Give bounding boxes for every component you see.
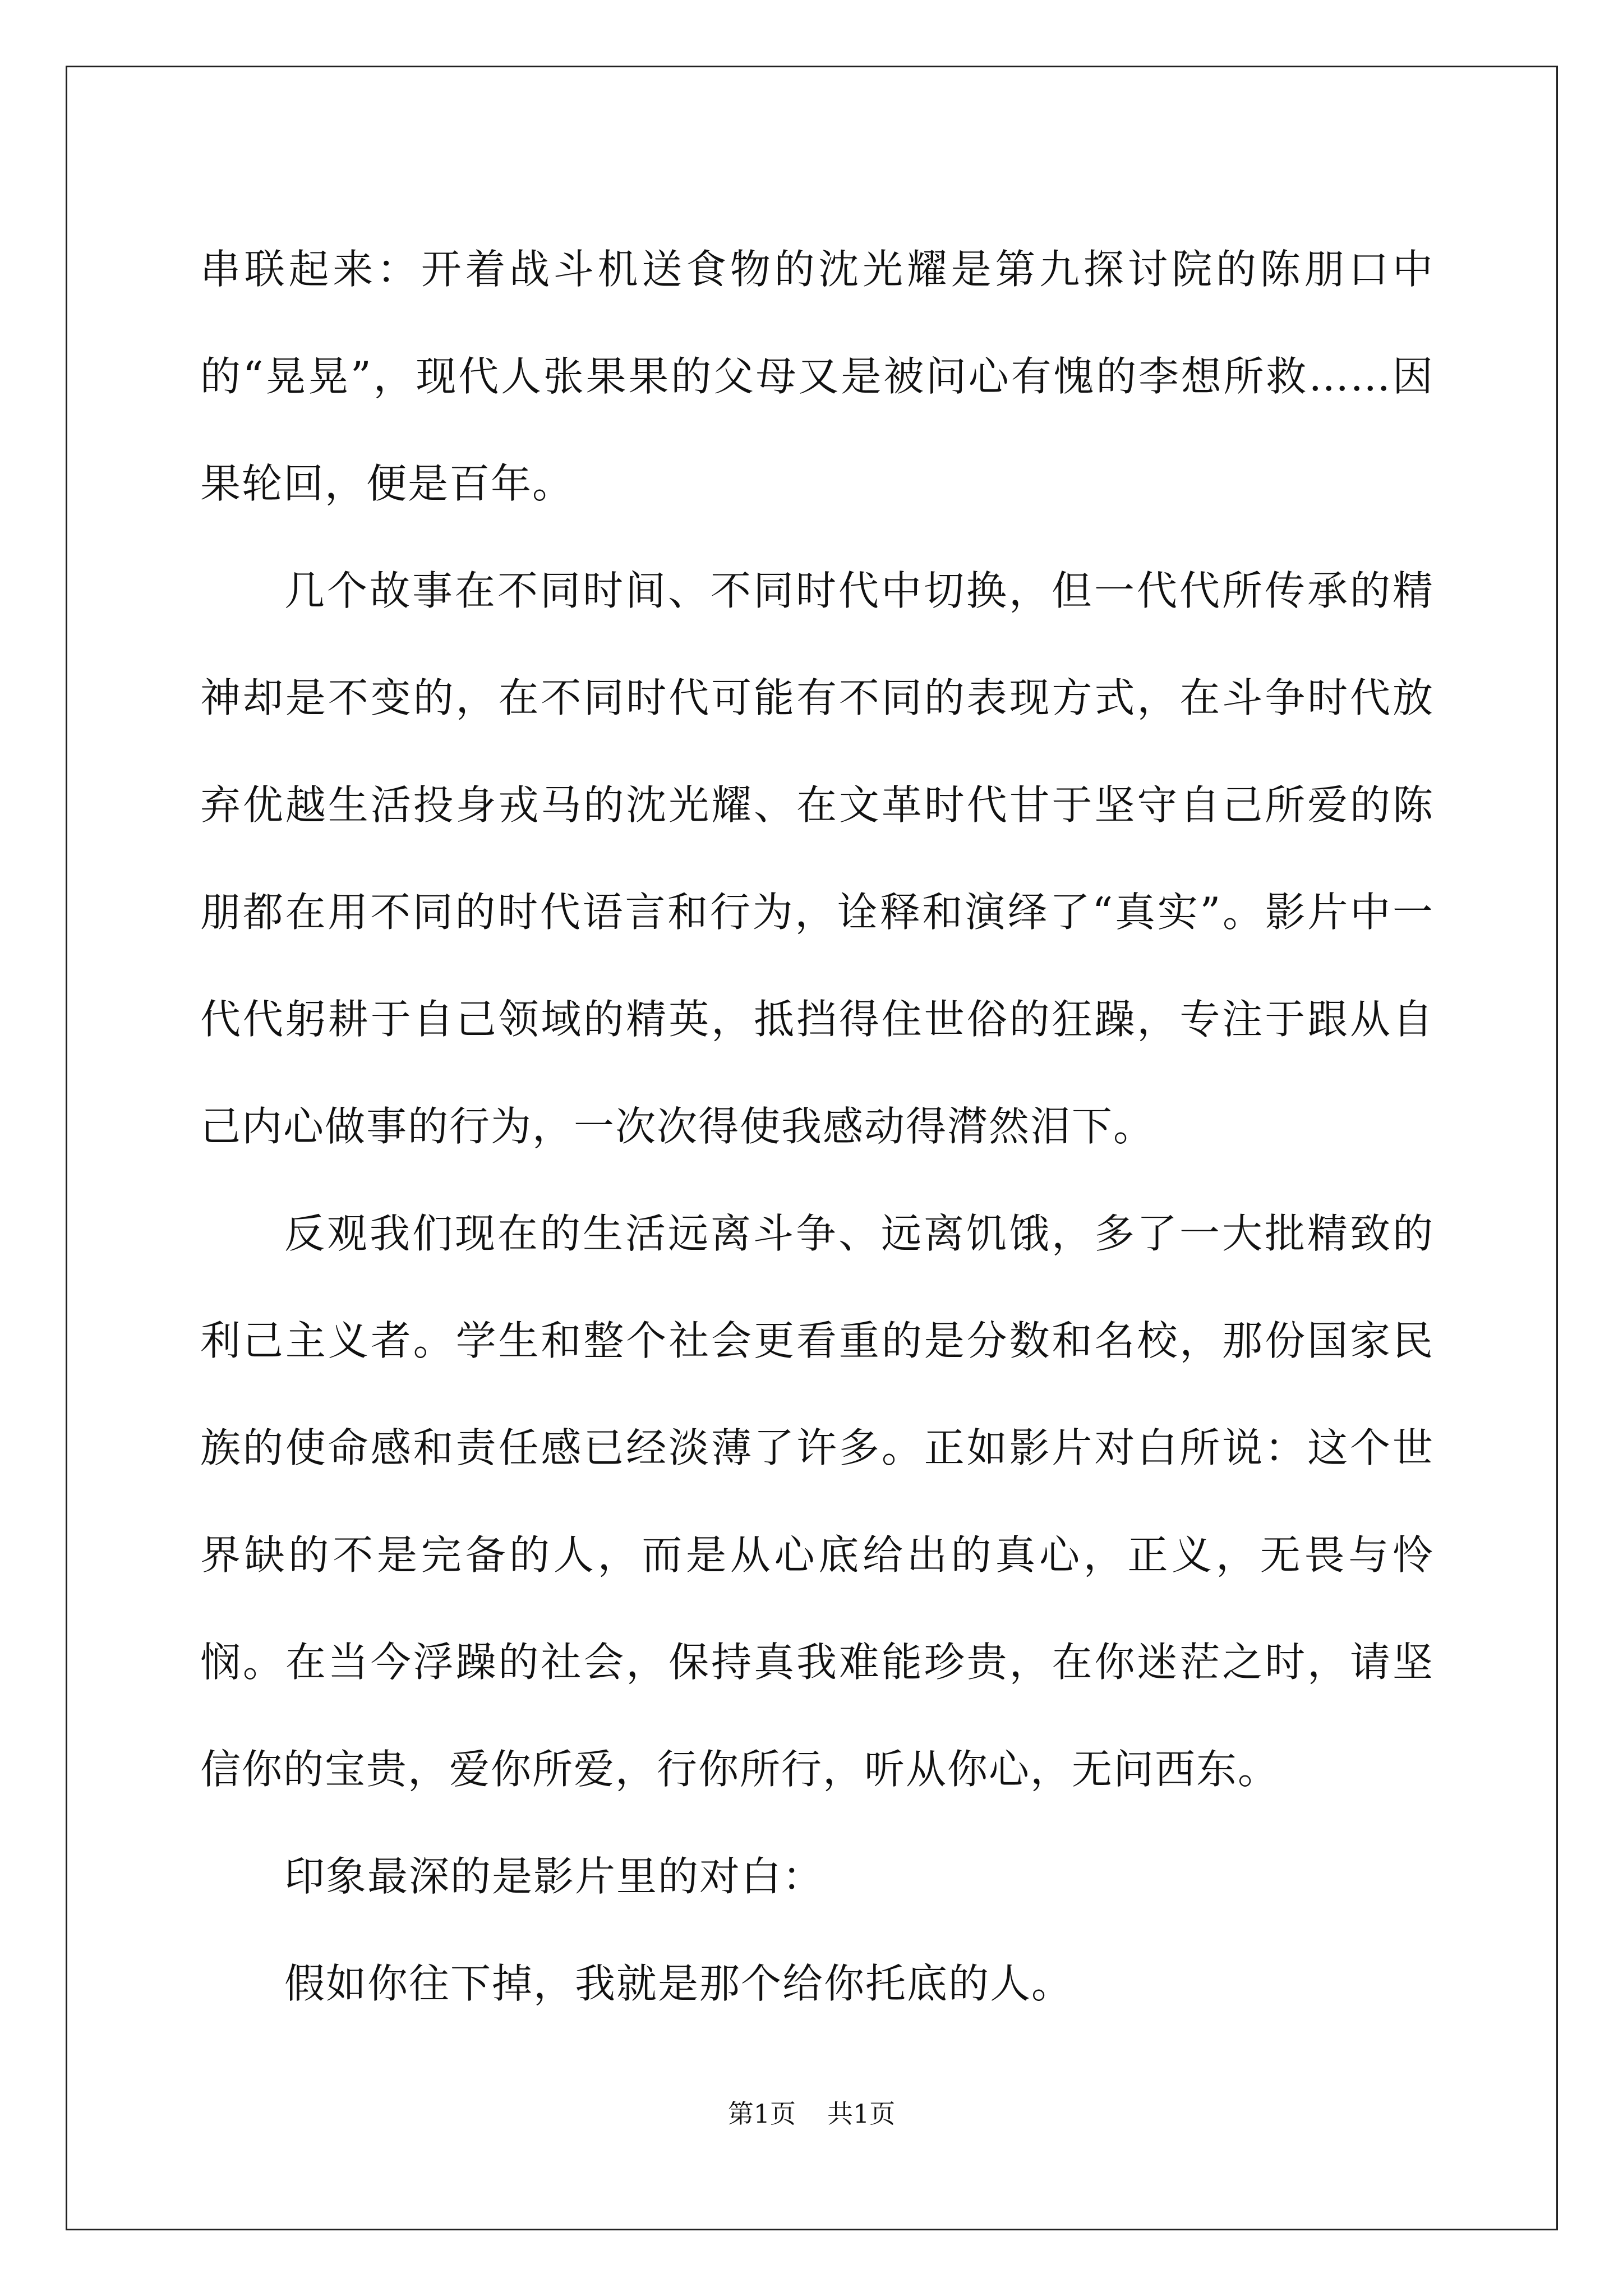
paragraph-1: 串联起来：开着战斗机送食物的沈光耀是第九探讨院的陈朋口中的“晃晃”，现代人张果果的父母又是被问心有愧的李想所救……因果轮回，便是百年。 bbox=[200, 246, 1434, 507]
paragraph-2: 几个故事在不同时间、不同时代中切换，但一代代所传承的精神却是不变的，在不同时代可能有不同的表现方式，在斗争时代放弃优越生活投身戎马的沈光耀、在文革时代甘于坚守自己所爱的陈朋都在用不同的时代语言和行为，诠释和演绎了“真实”。影片中一代代躬耕于自己领域的精英，抵挡得住世俗的狂躁，专注于跟从自己内心做事的行为，一次次得使我感动得潸然泪下。 bbox=[200, 567, 1434, 1150]
paragraph-3: 反观我们现在的生活远离斗争、远离饥饿，多了一大批精致的利己主义者。学生和整个社会更看重的是分数和名校，那份国家民族的使命感和责任感已经淡薄了许多。正如影片对白所说：这个世界缺的不是完备的人，而是从心底给出的真心，正义，无畏与怜悯。在当今浮躁的社会，保持真我难能珍贵，在你迷茫之时，请坚信你的宝贵，爱你所爱，行你所行，听从你心，无问西东。 bbox=[200, 1210, 1434, 1793]
page-number-current: 第1页 bbox=[727, 2099, 796, 2129]
page-number-total: 共1页 bbox=[827, 2099, 896, 2129]
paragraph-5: 假如你往下掉，我就是那个给你托底的人。 bbox=[284, 1960, 1073, 2007]
page-footer bbox=[0, 2097, 1623, 2131]
paragraph-4: 印象最深的是影片里的对白： bbox=[284, 1853, 824, 1900]
document-body bbox=[200, 216, 1434, 2037]
